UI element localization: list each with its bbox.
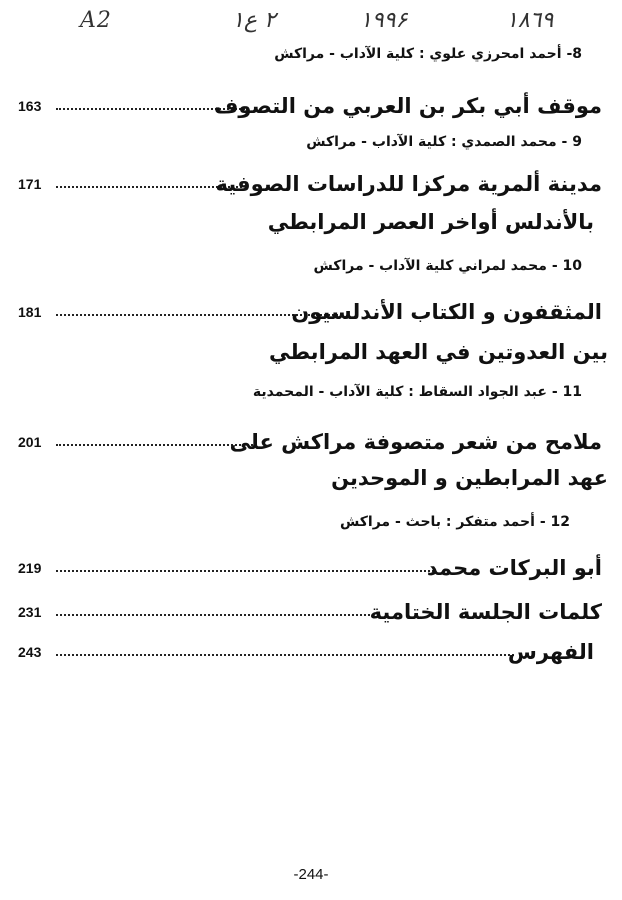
- page-number-footer: -244-: [293, 866, 329, 883]
- page-number: 231: [18, 604, 42, 620]
- entry-title-continued: عهد المرابطين و الموحدين: [331, 466, 608, 490]
- toc-entry[interactable]: [18, 166, 608, 196]
- page-number: 171: [18, 176, 42, 192]
- toc-entry[interactable]: [18, 294, 608, 324]
- page-number: 181: [18, 304, 42, 320]
- page-number: 163: [18, 98, 42, 114]
- entry-author: 10 - محمد لمراني كلية الآداب - مراكش: [313, 258, 582, 274]
- page-number: 201: [18, 434, 42, 450]
- dot-leader: [56, 614, 370, 616]
- entry-title: كلمات الجلسة الختامية: [369, 600, 602, 624]
- toc-entry[interactable]: [18, 88, 608, 118]
- entry-author: 12 - أحمد متفكر : باحث - مراكش: [339, 514, 570, 530]
- dot-leader: [56, 186, 242, 188]
- entry-title: المثقفون و الكتاب الأندلسيون: [291, 300, 602, 324]
- entry-author: 8- أحمد امحرزي علوي : كلية الآداب - مراكش: [274, 46, 582, 62]
- handwritten-note: A2: [80, 8, 112, 33]
- page-number: 219: [18, 560, 42, 576]
- dot-leader: [56, 570, 434, 572]
- toc-entry[interactable]: [18, 550, 608, 580]
- entry-author: 9 - محمد الصمدي : كلية الآداب - مراكش: [306, 134, 582, 150]
- dot-leader: [56, 444, 256, 446]
- dot-leader: [56, 654, 514, 656]
- page-number: 243: [18, 644, 42, 660]
- entry-title: أبو البركات محمد: [426, 556, 602, 580]
- handwritten-note: ۱٢ ع: [232, 8, 276, 33]
- handwritten-note: ۱۸٦۹: [506, 8, 554, 33]
- entry-title: الفهرس: [507, 640, 594, 664]
- entry-title: موقف أبي بكر بن العربي من التصوف: [213, 94, 602, 118]
- entry-title: مدينة ألمرية مركزا للدراسات الصوفية: [215, 172, 602, 196]
- entry-title: ملامح من شعر متصوفة مراكش على: [229, 430, 602, 454]
- entry-title-continued: بالأندلس أواخر العصر المرابطي: [267, 210, 594, 234]
- handwritten-note: ۱۹۹۶: [360, 8, 408, 33]
- entry-author: 11 - عبد الجواد السقاط : كلية الآداب - المحمدية: [252, 384, 582, 400]
- toc-entry[interactable]: [18, 424, 608, 454]
- toc-entry[interactable]: [18, 634, 600, 664]
- toc-entry[interactable]: [18, 594, 608, 624]
- entry-title-continued: بين العدوتين في العهد المرابطي: [268, 340, 608, 364]
